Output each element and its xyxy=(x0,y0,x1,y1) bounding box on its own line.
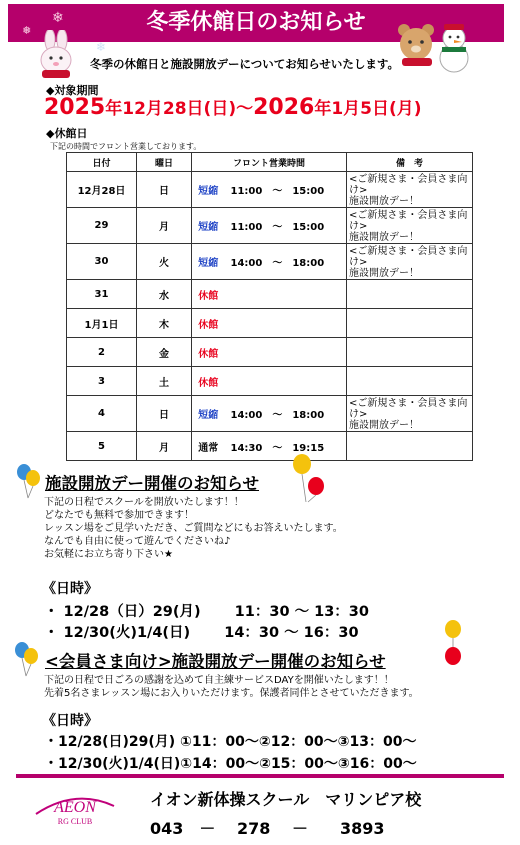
remark-line: <ご新規さま・会員さま向け> xyxy=(349,246,468,268)
open-day-line: レッスン場をご見学いただき、ご質問などにもお答えいたします。 xyxy=(44,523,343,534)
table-row xyxy=(67,208,473,244)
member-day-schedule-line: ・12/28(日)29(月) ①11：00～②12：00～③13：00～ xyxy=(44,734,417,750)
member-day-line: 先着5名さまレッスン場にお入りいただけます。保護者同伴とさせていただきます。 xyxy=(44,688,419,699)
cell-hours xyxy=(225,280,347,309)
remark-line: 施設開放デー！ xyxy=(349,232,419,243)
open-day-schedule-line: ・ 12/28（日）29(月) 11：30 ～ 13：30 xyxy=(44,604,369,620)
table-header-row xyxy=(67,153,473,172)
period-start-date: 年12月28日(日)～ xyxy=(105,99,254,119)
cell-hours-type: 短縮 xyxy=(192,244,225,280)
cell-hours: 14:00 ～ 18:00 xyxy=(225,244,347,280)
member-day-schedule-label: 《日時》 xyxy=(42,713,98,729)
aeon-rg-club-logo xyxy=(30,784,120,830)
cell-date: 4 xyxy=(67,396,137,432)
table-row xyxy=(67,172,473,208)
cell-date: 5 xyxy=(67,432,137,461)
cell-day: 木 xyxy=(137,309,192,338)
open-day-line: 下記の日程でスクールを開放いたします！！ xyxy=(44,497,244,508)
page-subtitle: 冬季の休館日と施設開放デーについてお知らせいたします。 xyxy=(90,57,400,71)
period-end-year: 2026 xyxy=(253,95,315,120)
open-day-schedule-line: ・ 12/30(火)1/4(日) 14：30 ～ 16：30 xyxy=(44,625,359,641)
col-header-day: 曜日 xyxy=(137,153,192,172)
remark-line: 施設開放デー！ xyxy=(349,268,419,279)
cell-remarks xyxy=(347,367,473,396)
col-header-hours: フロント営業時間 xyxy=(192,153,347,172)
page-title: 冬季休館日のお知らせ xyxy=(8,4,504,42)
cell-hours-type: 短縮 xyxy=(192,396,225,432)
period-end-date: 年1月5日(月) xyxy=(314,99,422,119)
cell-remarks xyxy=(347,172,473,208)
cell-remarks xyxy=(347,208,473,244)
closed-days-label: ◆休館日 xyxy=(46,127,88,140)
snowflake-icon: ❄ xyxy=(52,10,64,26)
cell-date: 30 xyxy=(67,244,137,280)
cell-day: 日 xyxy=(137,172,192,208)
cell-hours: 11:00 ～ 15:00 xyxy=(225,208,347,244)
col-header-remarks: 備 考 xyxy=(347,153,473,172)
balloons-icon xyxy=(12,640,42,678)
cell-hours-type: 休館 xyxy=(192,280,225,309)
open-day-title: 施設開放デー開催のお知らせ xyxy=(45,474,260,493)
cell-hours-type: 通常 xyxy=(192,432,225,461)
cell-hours-type: 休館 xyxy=(192,309,225,338)
period-start-year: 2025 xyxy=(44,95,106,120)
remark-line: 施設開放デー！ xyxy=(349,420,419,431)
member-day-title: <会員さま向け>施設開放デー開催のお知らせ xyxy=(45,652,386,671)
svg-text:RG CLUB: RG CLUB xyxy=(57,817,93,826)
table-row xyxy=(67,338,473,367)
col-header-date: 日付 xyxy=(67,153,137,172)
cell-hours: 14:00 ～ 18:00 xyxy=(225,396,347,432)
phone-number: 043 － 278 － 3893 xyxy=(150,819,385,838)
cell-day: 水 xyxy=(137,280,192,309)
remark-line: <ご新規さま・会員さま向け> xyxy=(349,174,468,196)
period-range xyxy=(44,94,422,120)
table-row xyxy=(67,432,473,461)
cell-remarks xyxy=(347,280,473,309)
snowflake-icon: ❅ xyxy=(22,24,32,37)
cell-hours-type: 休館 xyxy=(192,338,225,367)
cell-date: 2 xyxy=(67,338,137,367)
closed-days-table xyxy=(66,152,473,461)
school-name: イオン新体操スクール マリンピア校 xyxy=(150,790,422,809)
cell-hours-type: 休館 xyxy=(192,367,225,396)
table-row xyxy=(67,244,473,280)
balloons-icon xyxy=(438,618,468,672)
remark-line: <ご新規さま・会員さま向け> xyxy=(349,210,468,232)
bear-snowman-illustration-icon xyxy=(394,18,474,76)
cell-hours-type: 短縮 xyxy=(192,172,225,208)
table-row xyxy=(67,309,473,338)
open-day-line: なんでも自由に使って遊んでくださいね♪ xyxy=(44,536,231,547)
rabbit-illustration-icon xyxy=(28,30,84,82)
period-label: ◆対象期間 xyxy=(46,84,99,97)
cell-day: 月 xyxy=(137,432,192,461)
cell-day: 月 xyxy=(137,208,192,244)
footer-divider xyxy=(16,774,504,778)
cell-date: 3 xyxy=(67,367,137,396)
cell-day: 日 xyxy=(137,396,192,432)
open-day-line: どなたでも無料で参加できます！ xyxy=(44,510,194,521)
cell-date: 29 xyxy=(67,208,137,244)
cell-remarks xyxy=(347,432,473,461)
cell-hours xyxy=(225,309,347,338)
cell-day: 金 xyxy=(137,338,192,367)
table-row xyxy=(67,280,473,309)
cell-hours xyxy=(225,338,347,367)
cell-remarks xyxy=(347,309,473,338)
front-desk-note: 下記の時間でフロント営業しております。 xyxy=(50,142,202,151)
cell-date: 31 xyxy=(67,280,137,309)
cell-hours: 11:00 ～ 15:00 xyxy=(225,172,347,208)
cell-hours: 14:30 ～ 19:15 xyxy=(225,432,347,461)
cell-remarks xyxy=(347,338,473,367)
open-day-schedule-label: 《日時》 xyxy=(42,581,98,597)
snowflake-icon: ❄ xyxy=(96,40,107,54)
cell-date: 12月28日 xyxy=(67,172,137,208)
remark-line: 施設開放デー！ xyxy=(349,196,419,207)
balloons-icon xyxy=(14,462,44,500)
cell-hours-type: 短縮 xyxy=(192,208,225,244)
cell-date: 1月1日 xyxy=(67,309,137,338)
open-day-description xyxy=(44,496,343,561)
cell-day: 土 xyxy=(137,367,192,396)
member-day-line: 下記の日程で日ごろの感謝を込めて自主練サービスDAYを開催いたします！！ xyxy=(44,675,394,686)
svg-text:AEON: AEON xyxy=(54,799,96,816)
member-day-schedule-line: ・12/30(火)1/4(日)①14：00～②15：00～③16：00～ xyxy=(44,756,417,772)
table-row xyxy=(67,396,473,432)
cell-day: 火 xyxy=(137,244,192,280)
member-day-description xyxy=(44,674,419,700)
remark-line: <ご新規さま・会員さま向け> xyxy=(349,398,468,420)
cell-remarks xyxy=(347,244,473,280)
cell-hours xyxy=(225,367,347,396)
cell-remarks xyxy=(347,396,473,432)
table-row xyxy=(67,367,473,396)
open-day-line: お気軽にお立ち寄り下さい★ xyxy=(44,549,173,560)
